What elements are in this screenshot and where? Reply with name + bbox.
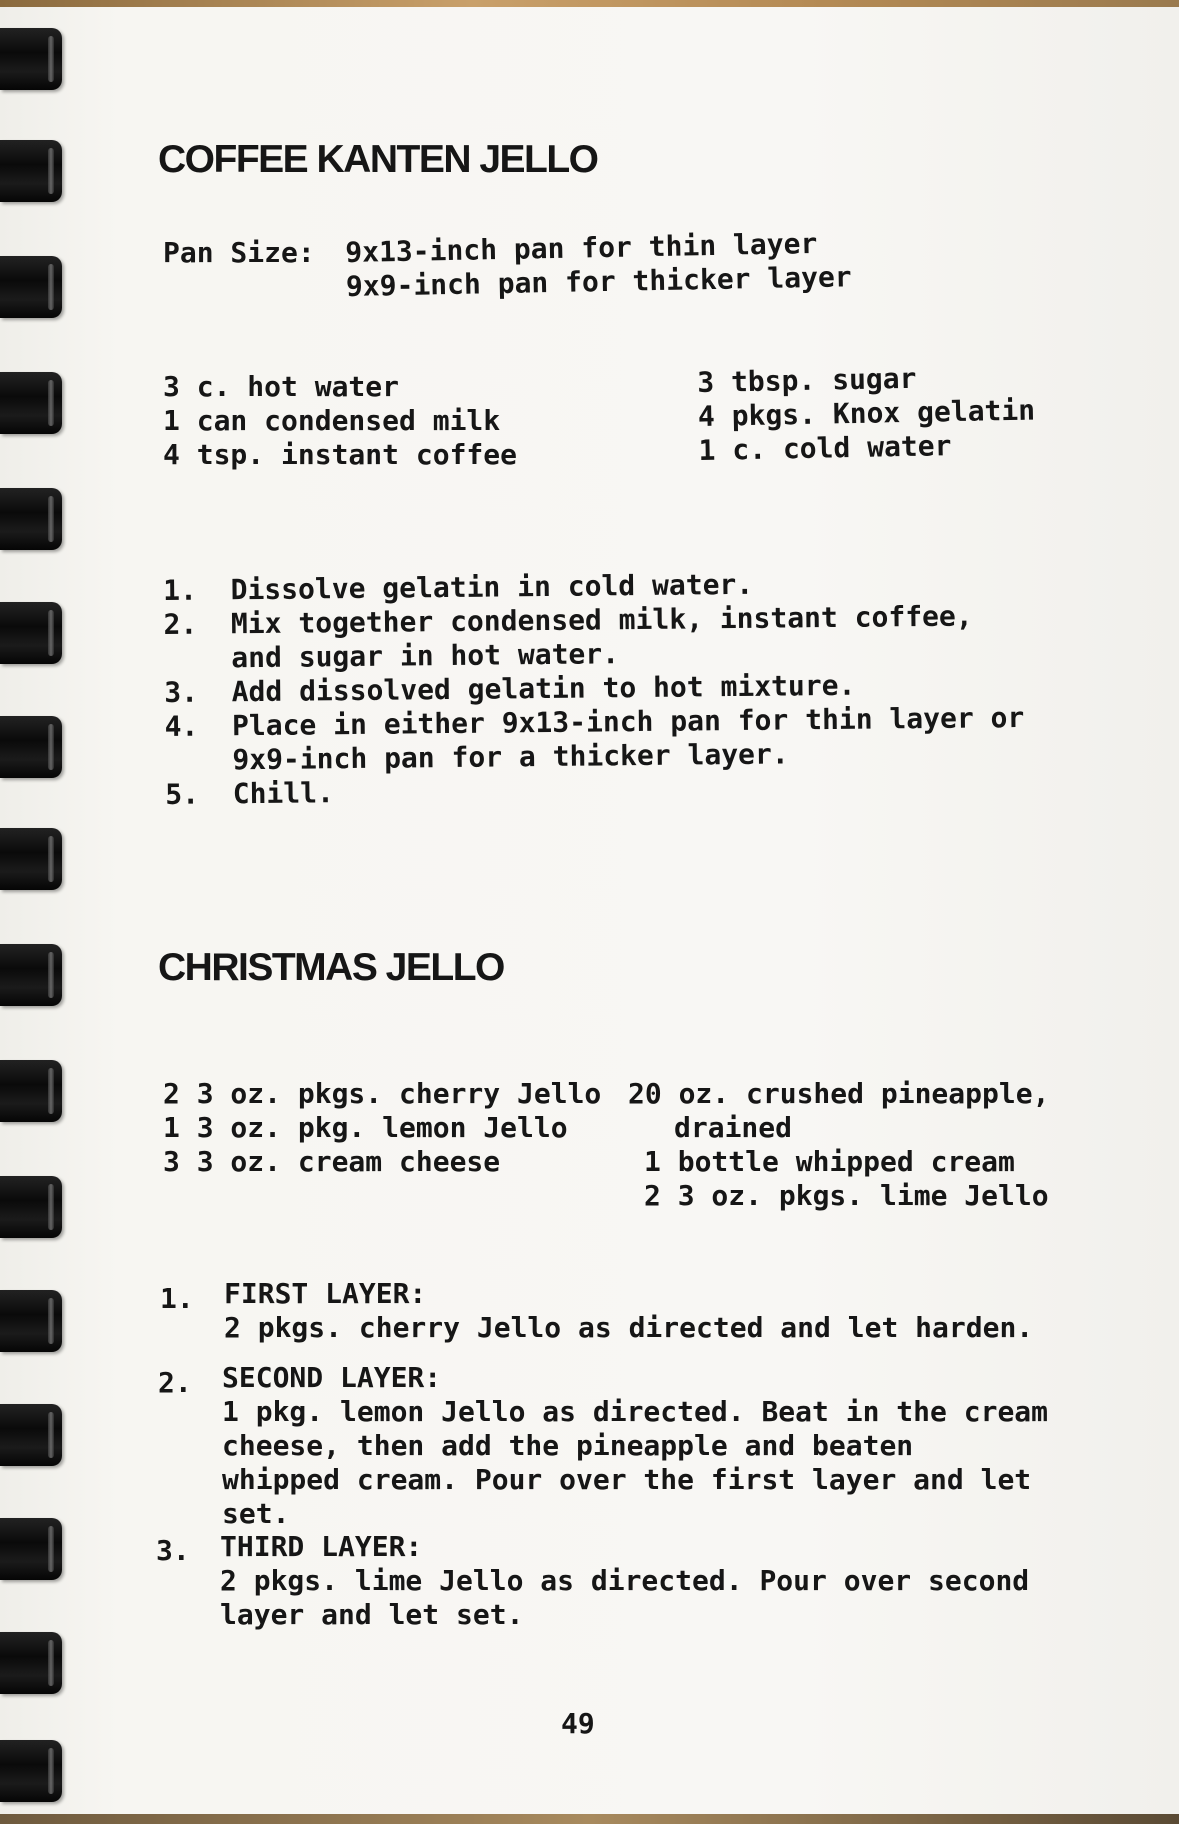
- step-text: Place in either 9x13-inch pan for thin layer or: [231, 700, 1025, 743]
- step-text: set.: [222, 1497, 290, 1530]
- step-number: 1.: [163, 573, 198, 607]
- layer-heading: SECOND LAYER:: [222, 1361, 442, 1394]
- spiral-binding: [0, 0, 70, 1824]
- step-text: Add dissolved gelatin to hot mixture.: [231, 668, 856, 709]
- binding-ring: [0, 140, 62, 202]
- ingredients-right: [628, 1077, 1049, 1213]
- binding-ring: [0, 1740, 62, 1802]
- ingredient: 1 3 oz. pkg. lemon Jello: [163, 1111, 568, 1144]
- step-text: Mix together condensed milk, instant coffee,: [230, 599, 973, 641]
- binding-ring: [0, 1632, 62, 1694]
- step-text: 2 pkgs. cherry Jello as directed and let harden.: [224, 1311, 1034, 1344]
- page-number: 49: [561, 1707, 595, 1740]
- ingredient: 1 can condensed milk: [163, 404, 501, 437]
- binding-ring: [0, 1290, 62, 1352]
- step-text: Chill.: [232, 776, 335, 811]
- binding-ring: [0, 828, 62, 890]
- binding-ring: [0, 488, 62, 550]
- step-text: cheese, then add the pineapple and beaten: [222, 1429, 914, 1462]
- pan-size-line: 9x9-inch pan for thicker layer: [345, 260, 852, 303]
- layer-step: [224, 1277, 1033, 1345]
- ingredient: 3 tbsp. sugar: [697, 361, 917, 399]
- ingredient-continuation: drained: [674, 1111, 793, 1144]
- page-bottom-edge: [0, 1814, 1179, 1824]
- recipe-title: CHRISTMAS JELLO: [158, 946, 504, 989]
- pan-size-line: 9x13-inch pan for thin layer: [345, 226, 818, 269]
- ingredients-right: [697, 360, 1036, 468]
- ingredient: 2 3 oz. pkgs. cherry Jello: [163, 1077, 602, 1110]
- step-number: 5.: [165, 777, 200, 811]
- binding-ring: [0, 372, 62, 434]
- step-text: 2 pkgs. lime Jello as directed. Pour over second: [220, 1564, 1030, 1597]
- ingredient: 4 tsp. instant coffee: [163, 438, 518, 471]
- binding-ring: [0, 28, 62, 90]
- binding-ring: [0, 1176, 62, 1238]
- directions-list: [163, 565, 1025, 812]
- step-number: 3.: [164, 675, 199, 709]
- step-text: 1 pkg. lemon Jello as directed. Beat in the cream: [222, 1395, 1049, 1428]
- step-text: whipped cream. Pour over the first layer and let: [222, 1463, 1032, 1496]
- pan-size-list: [345, 226, 852, 304]
- step-text: Dissolve gelatin in cold water.: [230, 567, 754, 607]
- recipe-title: COFFEE KANTEN JELLO: [158, 138, 598, 181]
- pan-size-label: Pan Size:: [163, 236, 315, 269]
- step-number: 3.: [156, 1534, 190, 1567]
- step-number: 2.: [158, 1366, 192, 1399]
- ingredient: 4 pkgs. Knox gelatin: [697, 393, 1036, 433]
- ingredient: 20 oz. crushed pineapple,: [628, 1077, 1050, 1110]
- binding-ring: [0, 944, 62, 1006]
- ingredients-left: [163, 370, 517, 472]
- binding-ring: [0, 256, 62, 318]
- page-top-edge: [0, 0, 1179, 7]
- ingredient: 1 c. cold water: [698, 429, 952, 467]
- ingredient: 3 3 oz. cream cheese: [163, 1145, 501, 1178]
- ingredient: 3 c. hot water: [163, 370, 400, 403]
- binding-ring: [0, 716, 62, 778]
- step-number: 4.: [164, 709, 199, 743]
- binding-ring: [0, 1060, 62, 1122]
- step-text: and sugar in hot water.: [231, 637, 620, 675]
- ingredient: 1 bottle whipped cream: [644, 1145, 1015, 1178]
- layer-step: [222, 1361, 1048, 1531]
- ingredient: 2 3 oz. pkgs. lime Jello: [644, 1179, 1049, 1212]
- binding-ring: [0, 1518, 62, 1580]
- layer-heading: THIRD LAYER:: [220, 1530, 423, 1563]
- layer-heading: FIRST LAYER:: [224, 1277, 427, 1310]
- step-text: layer and let set.: [220, 1598, 524, 1631]
- layer-step: [220, 1530, 1029, 1632]
- ingredients-left: [163, 1077, 601, 1179]
- step-number: 1.: [160, 1282, 194, 1315]
- step-text: 9x9-inch pan for a thicker layer.: [232, 737, 789, 777]
- step-number: 2.: [163, 607, 198, 641]
- binding-ring: [0, 602, 62, 664]
- binding-ring: [0, 1404, 62, 1466]
